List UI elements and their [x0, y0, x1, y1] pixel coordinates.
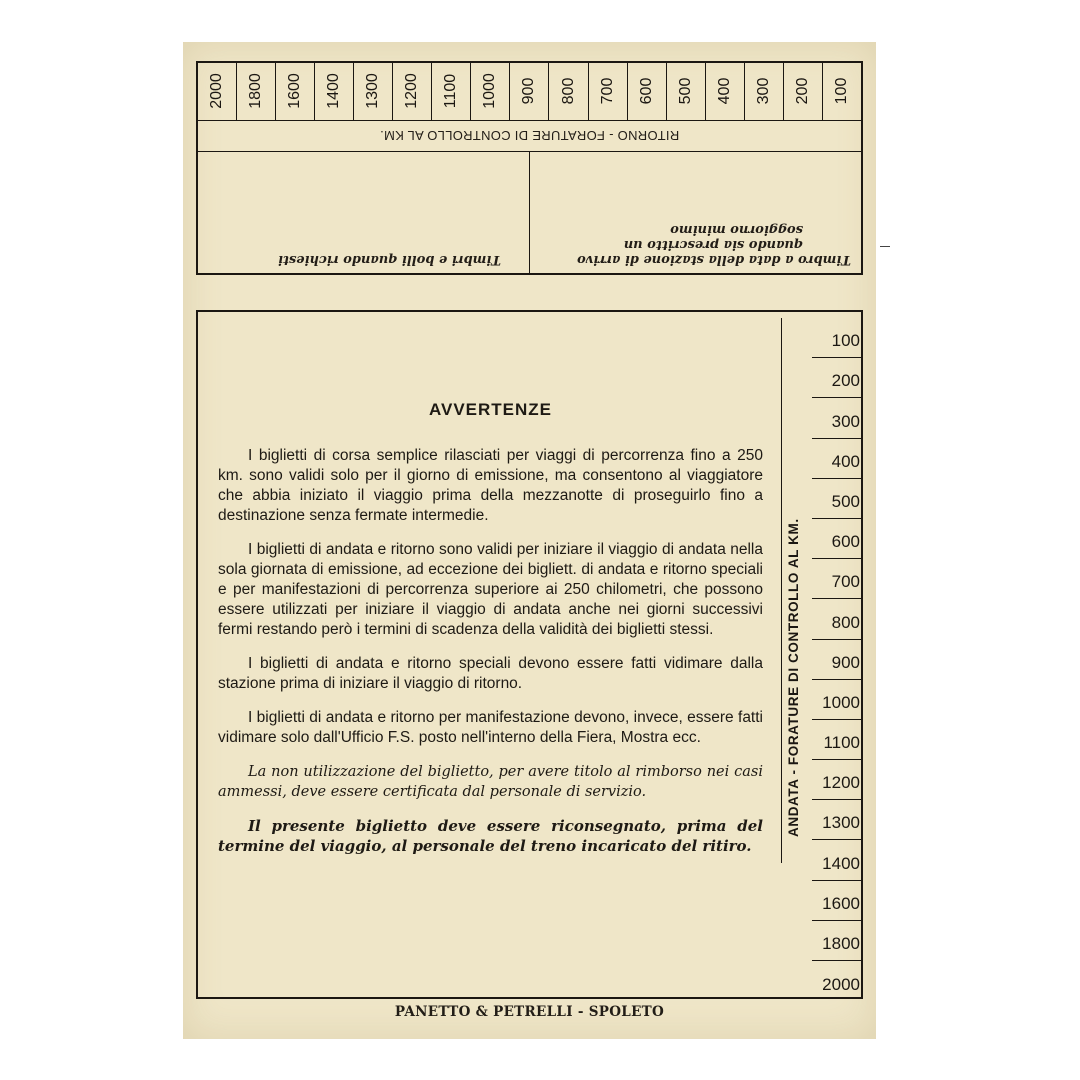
return-km-cell — [236, 63, 275, 120]
notice-paragraph-6: Il presente biglietto deve essere riconsegnato, prima del termine del viaggio, al personale del treno incaricato del ritiro. — [218, 817, 763, 855]
return-km-cell — [392, 63, 431, 120]
outbound-km-label: 1300 — [822, 813, 860, 833]
outbound-km-label: 100 — [831, 331, 860, 351]
return-km-label: 200 — [793, 78, 811, 105]
printer-imprint: PANETTO & PETRELLI - SPOLETO — [394, 1004, 665, 1020]
return-km-cell — [353, 63, 392, 120]
arrival-stamp-label: Timbro a data della stazione di arrivo quando sia prescritto un soggiorno minimo — [577, 222, 851, 267]
return-km-cell — [314, 63, 353, 120]
notice-block — [218, 400, 763, 870]
return-km-label: 2000 — [207, 73, 225, 110]
outbound-km-cell — [812, 640, 862, 680]
outbound-km-label: 900 — [831, 652, 860, 672]
return-km-cell — [431, 63, 470, 120]
notice-paragraph-1: I biglietti di corsa semplice rilasciati per viaggi di percorrenza fino a 250 km. sono validi solo per il giorno di emissione, ma consentono al viaggiatore che abbia iniziato il viaggio prima della mezzanotte di proseguirlo fino a destinazione senza fermate intermedie. — [218, 447, 763, 524]
outbound-km-label: 1800 — [822, 934, 860, 953]
return-km-cell — [822, 63, 861, 120]
return-stamp-boxes — [198, 151, 861, 273]
outbound-km-label: 700 — [831, 572, 860, 592]
return-km-label: 900 — [520, 78, 538, 105]
outbound-km-label: 1600 — [822, 893, 860, 913]
return-km-cell — [666, 63, 705, 120]
return-km-label: 1000 — [481, 73, 499, 110]
return-km-label: 300 — [754, 78, 772, 105]
notice-paragraph-2: I biglietti di andata e ritorno sono validi per iniziare il viaggio di andata nella sola giornata di emissione, ad eccezione dei bigliett. di andata e ritorno speciali e per manifestazioni di percorrenza superiore ai 250 chilometri, che possono essere utilizzati per iniziare il viaggio di andata anche nei giorni successivi fermi restando però i termini di scadenza della validità dei biglietti stessi. — [218, 541, 763, 638]
outbound-km-cell — [812, 439, 862, 479]
outbound-km-cell — [812, 921, 862, 961]
return-km-cell — [198, 63, 236, 120]
outbound-km-cell — [812, 358, 862, 398]
outbound-caption: ANDATA - FORATURE DI CONTROLLO AL KM. — [786, 518, 801, 837]
return-km-label: 400 — [715, 78, 733, 105]
outbound-km-cell — [812, 318, 862, 358]
return-km-cell — [705, 63, 744, 120]
return-section — [196, 61, 863, 275]
outbound-km-cell — [812, 840, 862, 880]
outbound-km-label: 1200 — [822, 773, 860, 793]
return-km-label: 800 — [559, 78, 577, 105]
km-column-divider — [781, 318, 782, 863]
outbound-km-cell — [812, 599, 862, 639]
required-stamps-box — [198, 152, 530, 273]
return-km-label: 1200 — [403, 73, 421, 110]
outbound-km-cell — [812, 398, 862, 438]
outbound-km-label: 300 — [831, 411, 860, 431]
outbound-km-cell — [812, 479, 862, 519]
outbound-km-cell — [812, 881, 862, 921]
return-km-label: 100 — [832, 78, 850, 105]
outbound-km-cell — [812, 680, 862, 720]
return-km-cell — [509, 63, 548, 120]
return-km-cell — [627, 63, 666, 120]
return-km-cell — [588, 63, 627, 120]
outbound-section — [196, 310, 863, 999]
edge-mark — [880, 246, 890, 247]
outbound-km-label: 1000 — [822, 692, 860, 712]
return-km-label: 500 — [676, 78, 694, 105]
outbound-km-cell — [812, 559, 862, 599]
return-km-label: 1800 — [247, 73, 265, 110]
return-km-cell — [275, 63, 314, 120]
outbound-km-label: 800 — [831, 612, 860, 632]
return-km-row — [198, 63, 861, 121]
return-km-label: 600 — [637, 78, 655, 105]
outbound-km-label: 2000 — [822, 975, 860, 995]
return-km-cell — [549, 63, 588, 120]
outbound-km-column — [812, 318, 862, 1001]
outbound-km-label: 1100 — [823, 733, 860, 753]
notice-paragraph-3: I biglietti di andata e ritorno speciali devono essere fatti vidimare dalla stazione prima di iniziare il viaggio di ritorno. — [218, 655, 763, 692]
outbound-km-label: 200 — [831, 371, 860, 391]
return-km-label: 1300 — [364, 73, 382, 110]
outbound-km-cell — [812, 760, 862, 800]
notice-paragraph-5: La non utilizzazione del biglietto, per avere titolo al rimborso nei casi ammessi, deve essere certificata dal personale di servizio. — [218, 764, 763, 800]
outbound-km-label: 600 — [831, 532, 860, 552]
return-km-cell — [470, 63, 509, 120]
return-km-label: 1600 — [286, 73, 304, 110]
return-km-label: 1100 — [442, 74, 460, 109]
notice-title: AVVERTENZE — [428, 400, 553, 419]
required-stamps-label: Timbri e bolli quando richiesti — [278, 252, 501, 267]
outbound-km-label: 400 — [831, 451, 860, 471]
return-title: RITORNO - FORATURE DI CONTROLLO AL KM. — [379, 128, 680, 144]
return-km-cell — [744, 63, 783, 120]
outbound-km-label: 500 — [831, 491, 860, 511]
outbound-km-label: 1400 — [822, 853, 860, 873]
return-km-label: 700 — [598, 78, 616, 105]
notice-paragraph-4: I biglietti di andata e ritorno per manifestazione devono, invece, essere fatti vidimare solo dall'Ufficio F.S. posto nell'interno della Fiera, Mostra ecc. — [218, 709, 763, 746]
outbound-km-cell — [812, 961, 862, 1001]
outbound-km-cell — [812, 720, 862, 760]
return-section-rotated — [198, 63, 861, 273]
return-km-cell — [783, 63, 822, 120]
outbound-km-cell — [812, 519, 862, 559]
outbound-km-cell — [812, 800, 862, 840]
return-km-label: 1400 — [325, 73, 343, 110]
arrival-stamp-box — [530, 152, 861, 273]
